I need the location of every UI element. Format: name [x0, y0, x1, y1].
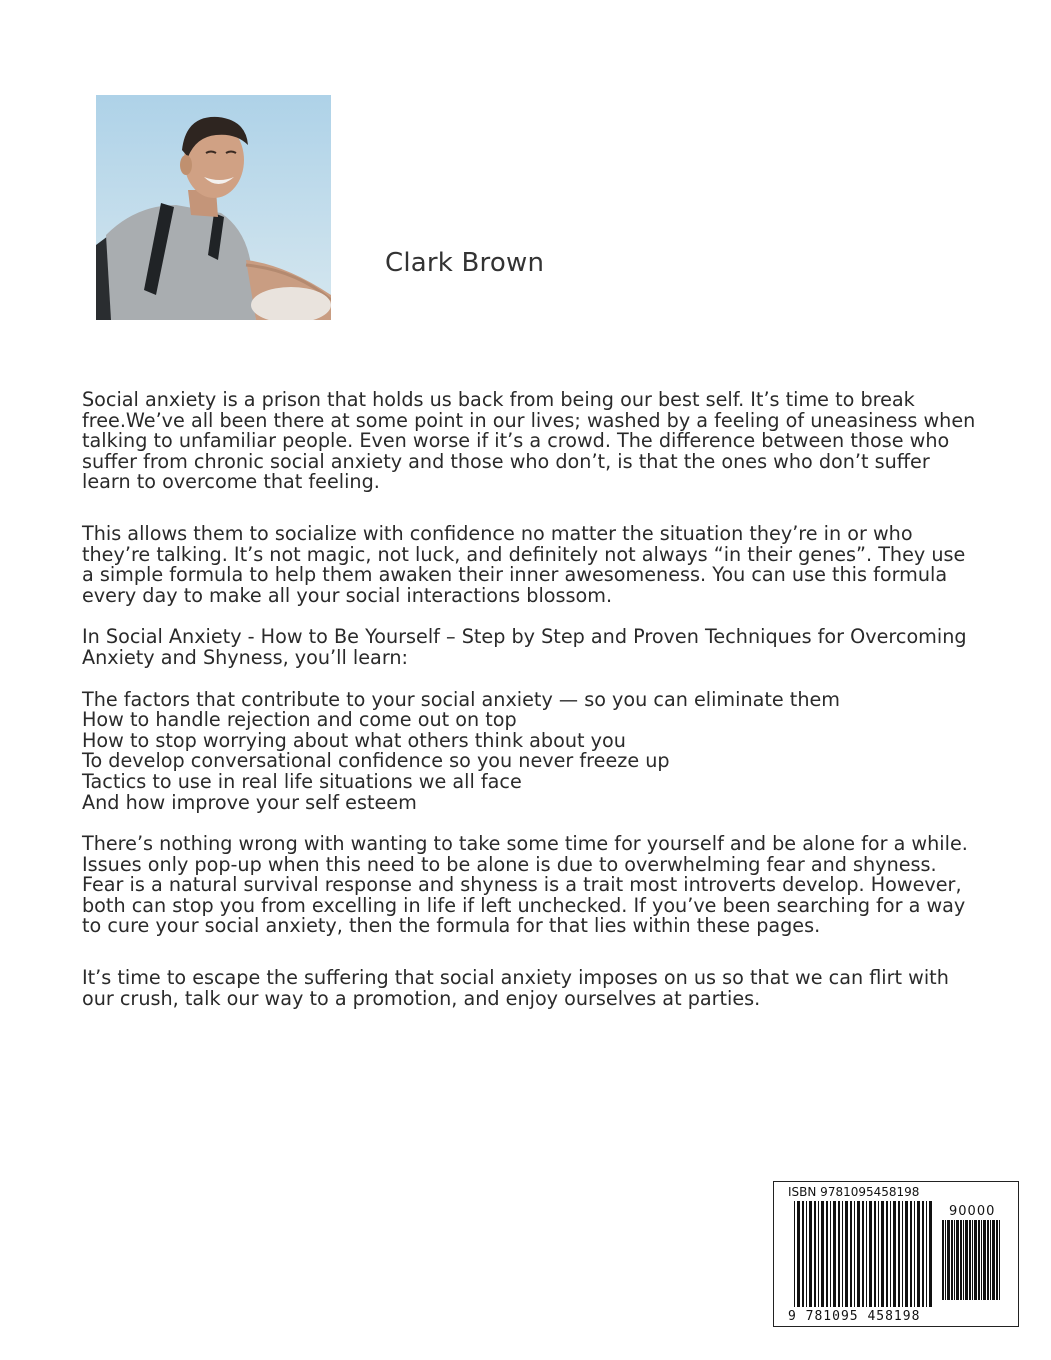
- barcode-bar: [818, 1201, 819, 1307]
- barcode-bar: [947, 1220, 950, 1300]
- barcode-bar: [838, 1201, 840, 1307]
- barcode-bar: [929, 1201, 932, 1307]
- barcode-bar: [794, 1201, 795, 1307]
- paragraph-closing: It’s time to escape the suffering that social anxiety imposes on us so that we can flirt with our crush, talk our way to a promotion, and enjoy ourselves at parties.: [82, 966, 949, 1010]
- barcode-bar: [802, 1201, 804, 1307]
- barcode-bar: [878, 1201, 879, 1307]
- barcode-bar: [869, 1201, 872, 1307]
- barcode-bar: [826, 1201, 828, 1307]
- barcode-bar: [902, 1201, 903, 1307]
- author-photo: [96, 95, 331, 320]
- barcode-bar: [910, 1201, 912, 1307]
- barcode-bar: [996, 1220, 998, 1300]
- barcode-bar: [890, 1201, 891, 1307]
- isbn-label: ISBN 9781095458198: [788, 1185, 920, 1199]
- barcode-bar: [893, 1201, 896, 1307]
- barcode-bar: [978, 1220, 980, 1300]
- barcode-bar: [830, 1201, 831, 1307]
- barcode-bar: [850, 1201, 852, 1307]
- barcode-bar: [866, 1201, 867, 1307]
- barcode-bar: [926, 1201, 927, 1307]
- isbn-barcode: [773, 1181, 1019, 1327]
- barcode-bar: [898, 1201, 900, 1307]
- author-photo-illustration: [96, 95, 331, 320]
- barcode-bar: [857, 1201, 860, 1307]
- barcode-bar: [922, 1201, 924, 1307]
- barcode-bar: [956, 1220, 959, 1300]
- price-addon-code: 90000: [949, 1204, 996, 1219]
- back-cover-description: [82, 390, 982, 1009]
- barcode-bar: [942, 1220, 944, 1300]
- barcode-bar: [969, 1220, 971, 1300]
- barcode-bar: [814, 1201, 816, 1307]
- list-item: To develop conversational confidence so you never freeze up: [82, 749, 670, 773]
- barcode-bar: [874, 1201, 876, 1307]
- barcode-bar: [917, 1201, 920, 1307]
- barcode-bar: [905, 1201, 908, 1307]
- barcode-bar: [945, 1220, 946, 1300]
- paragraph-confidence: This allows them to socialize with confidence no matter the situation they’re in or who they’re talking. It’s not magic, not luck, and definitely not always “in their genes”. They use a simple formula to help them awaken their inner awesomeness. You can use this formula every day to make all your social interactions blossom.: [82, 521, 966, 607]
- list-item: Tactics to use in real life situations we all face: [82, 769, 522, 793]
- list-item: The factors that contribute to your social anxiety — so you can eliminate them: [82, 687, 840, 711]
- paragraph-introverts: There’s nothing wrong with wanting to take some time for yourself and be alone for a while. Issues only pop-up when this need to be alone is due to overwhelming fear and shyness. Fear is a natural survival response and shyness is a trait most introverts develop. However, both can stop you from excelling in life if left unchecked. If you’ve been searching for a way to cure your social anxiety, then the formula for that lies within these pages.: [82, 832, 968, 938]
- list-item: How to handle rejection and come out on top: [82, 708, 517, 732]
- barcode-bar: [809, 1201, 812, 1307]
- author-name: Clark Brown: [385, 248, 545, 278]
- barcode-bar: [974, 1220, 977, 1300]
- barcode-bar: [954, 1220, 955, 1300]
- barcode-bar: [854, 1201, 855, 1307]
- barcode-bar: [862, 1201, 864, 1307]
- barcode-bar: [987, 1220, 989, 1300]
- barcode-bar: [990, 1220, 991, 1300]
- barcode-bar: [960, 1220, 962, 1300]
- barcode-bar: [965, 1220, 968, 1300]
- barcode-bar: [972, 1220, 973, 1300]
- barcode-bar: [833, 1201, 836, 1307]
- barcode-bar: [992, 1220, 995, 1300]
- barcode-bar: [999, 1220, 1000, 1300]
- paragraph-book-intro: In Social Anxiety - How to Be Yourself – Step by Step and Proven Techniques for Overcoming Anxiety and Shyness, you’ll learn:: [82, 625, 967, 669]
- barcode-bar: [886, 1201, 888, 1307]
- barcode-digits: 9 781095 458198: [788, 1309, 921, 1324]
- barcode-bar: [983, 1220, 986, 1300]
- barcode-bar: [842, 1201, 843, 1307]
- barcode-bar: [821, 1201, 824, 1307]
- barcode-bar: [797, 1201, 800, 1307]
- barcode-bar: [845, 1201, 848, 1307]
- barcode-bar: [981, 1220, 982, 1300]
- barcode-bar: [914, 1201, 915, 1307]
- barcode-bar: [881, 1201, 884, 1307]
- barcode-addon-bars: [942, 1220, 1002, 1300]
- list-item: How to stop worrying about what others think about you: [82, 728, 626, 752]
- paragraph-intro: Social anxiety is a prison that holds us back from being our best self. It’s time to break free.We’ve all been there at some point in our lives; washed by a feeling of uneasiness when talking to unfamiliar people. Even worse if it’s a crowd. The difference between those who suffer from chronic social anxiety and those who don’t, is that the ones who don’t suffer learn to overcome that feeling.: [82, 388, 976, 494]
- barcode-bar: [806, 1201, 807, 1307]
- barcode-bar: [963, 1220, 964, 1300]
- barcode-bar: [951, 1220, 953, 1300]
- barcode-main-bars: [794, 1201, 934, 1309]
- list-item: And how improve your self esteem: [82, 790, 417, 814]
